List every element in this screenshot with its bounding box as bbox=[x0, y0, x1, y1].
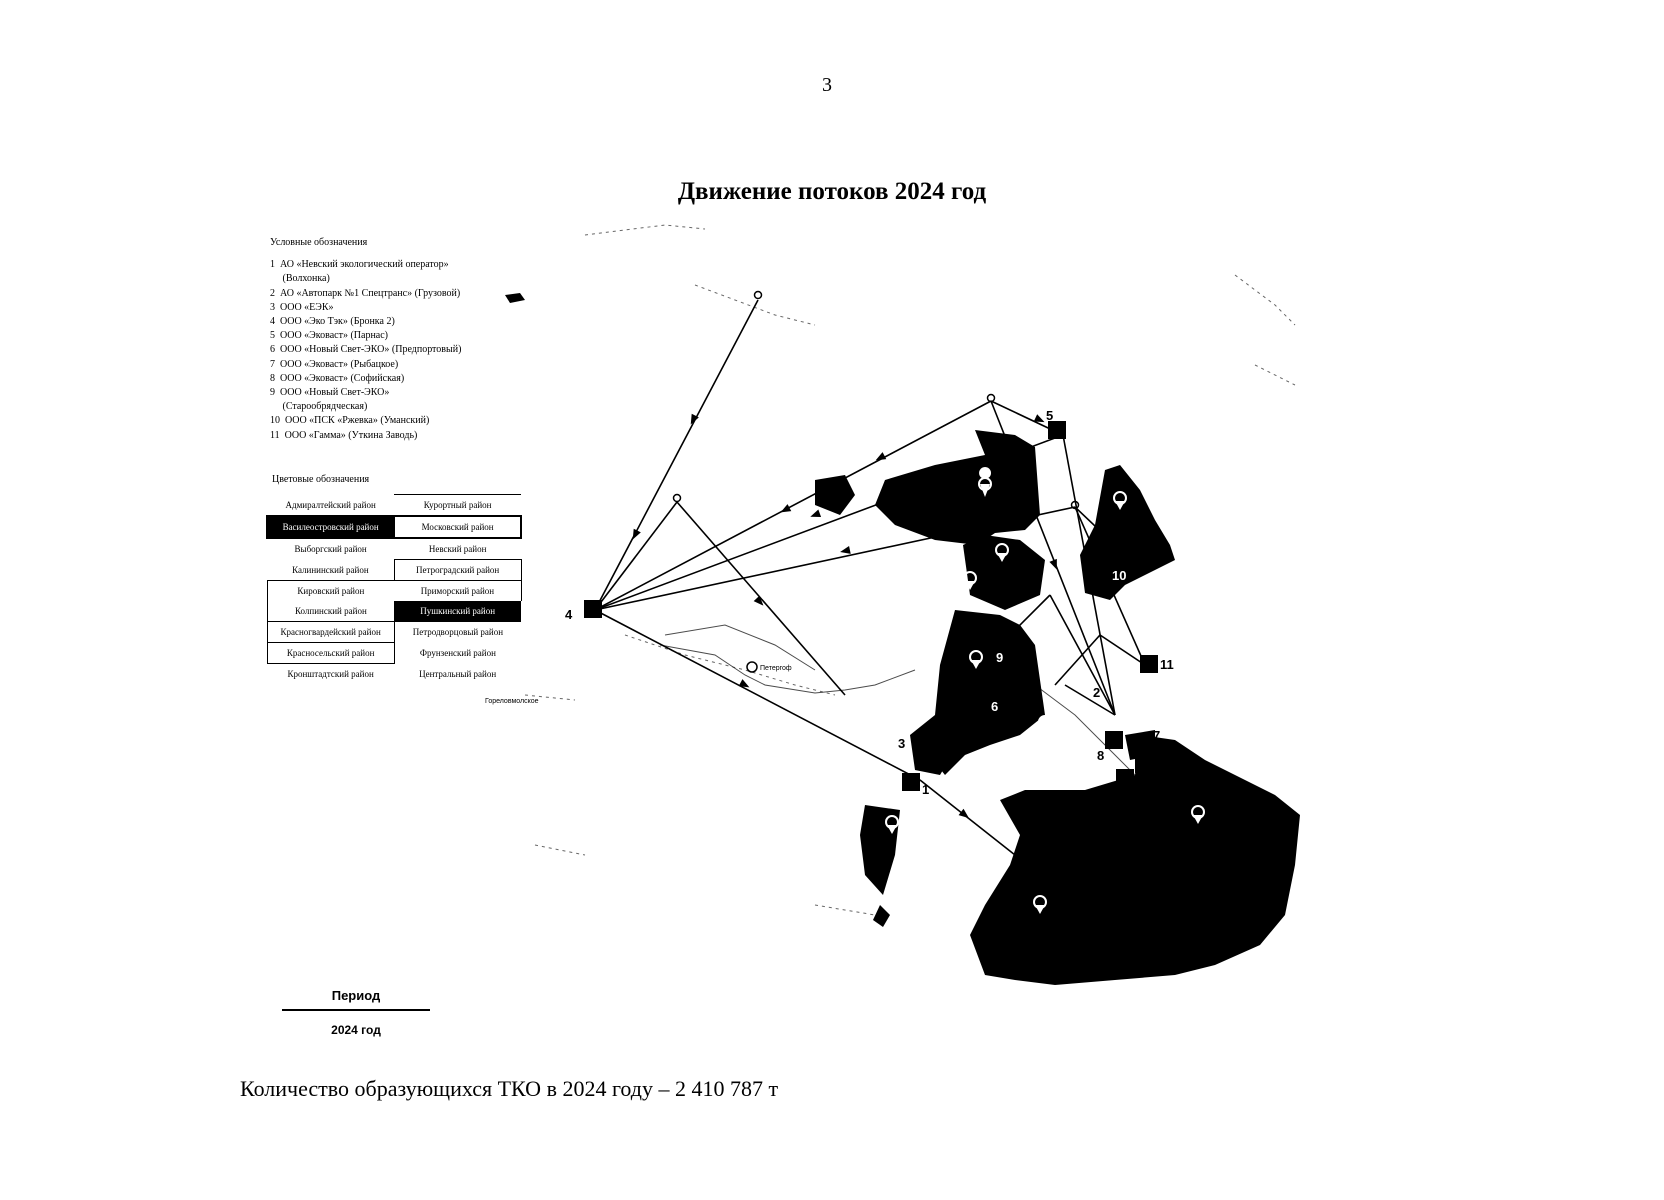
legend-item: 7 ООО «Эковаст» (Рыбацкое) bbox=[270, 358, 399, 370]
footer-text: Количество образующихся ТКО в 2024 году – 2 410 787 т bbox=[240, 1076, 779, 1101]
district-cell: Пушкинский район bbox=[394, 601, 521, 622]
place-label: Петергоф bbox=[760, 665, 792, 672]
legend-item: 1 АО «Невский экологический оператор» bbox=[270, 259, 449, 271]
table-row bbox=[267, 581, 521, 602]
color-legend-header: Цветовые обозначения bbox=[272, 474, 370, 485]
district-cell: Фрунзенский район bbox=[419, 648, 496, 658]
district-area bbox=[815, 475, 855, 515]
facility-label: 8 bbox=[1097, 748, 1105, 763]
district-cell: Кировский район bbox=[267, 581, 394, 602]
flow-map bbox=[485, 215, 1395, 1050]
district-area bbox=[1080, 465, 1175, 600]
district-cell: Выборгский район bbox=[294, 544, 367, 555]
district-cell: Красносельский район bbox=[267, 643, 394, 664]
facility-label: 2 bbox=[1093, 685, 1101, 700]
facility-label: 4 bbox=[565, 607, 573, 622]
facility-label: 5 bbox=[1046, 408, 1054, 423]
arrowhead bbox=[629, 529, 641, 542]
legend-item: 10 ООО «ПСК «Ржевка» (Уманский) bbox=[270, 415, 430, 427]
district-cell: Приморский район bbox=[394, 581, 521, 602]
table-row bbox=[267, 664, 521, 685]
facility-icon bbox=[1135, 755, 1153, 773]
legend-item: 8 ООО «Эковаст» (Софийская) bbox=[270, 372, 405, 384]
legend-item: 6 ООО «Новый Свет-ЭКО» (Предпортовый) bbox=[270, 344, 462, 356]
legend-item: 2 АО «Автопарк №1 Спецтранс» (Грузовой) bbox=[270, 287, 461, 299]
legend bbox=[270, 236, 520, 443]
district-area bbox=[860, 805, 900, 895]
facility-icon bbox=[1105, 545, 1123, 563]
page-title: Движение потоков 2024 год bbox=[677, 178, 987, 205]
district-cell: Курортный район bbox=[394, 495, 521, 517]
district-cell: Колпинский район bbox=[267, 601, 394, 622]
district-cell: Петродворцовый район bbox=[412, 627, 504, 637]
district-cell: Красногвардейский район bbox=[267, 622, 394, 643]
table-row bbox=[267, 643, 521, 664]
district-area bbox=[963, 535, 1045, 610]
legend-item: (Волхонка) bbox=[270, 273, 330, 285]
legend-item: (Старообрядческая) bbox=[270, 401, 368, 413]
facility-label: 6 bbox=[991, 699, 999, 714]
period-value: 2024 год bbox=[331, 1023, 381, 1037]
facility-icon bbox=[902, 773, 920, 791]
arrowhead bbox=[839, 546, 850, 556]
facility-icon bbox=[1140, 655, 1158, 673]
map-pin-icon bbox=[674, 495, 681, 502]
facility-icon bbox=[1116, 769, 1134, 787]
district-cell: Московский район bbox=[394, 516, 521, 538]
district-cell: Невский район bbox=[428, 544, 487, 554]
map-pin-icon bbox=[1039, 716, 1051, 734]
flow-arrows bbox=[595, 300, 1145, 855]
facility-label: 11 bbox=[1160, 657, 1174, 672]
flow-line bbox=[595, 610, 920, 780]
facility-icon bbox=[1105, 731, 1123, 749]
district-polygons bbox=[815, 430, 1300, 985]
facility-label: 7 bbox=[1153, 728, 1161, 743]
facility-labels bbox=[565, 408, 1174, 797]
arrowhead bbox=[779, 504, 792, 516]
place-label: Гореловмолское bbox=[485, 698, 539, 705]
facility-label: 3 bbox=[898, 736, 906, 751]
table-row bbox=[267, 622, 521, 643]
table-row bbox=[267, 516, 521, 538]
district-cell: Центральный район bbox=[419, 668, 497, 679]
map-pin-icon bbox=[747, 662, 757, 672]
map-pin-icon bbox=[988, 395, 995, 402]
table-row bbox=[267, 538, 521, 560]
district-cell: Кронштадтский район bbox=[287, 669, 374, 679]
flow-line bbox=[595, 300, 758, 610]
district-cell: Петроградский район bbox=[394, 560, 521, 581]
facility-icon bbox=[584, 600, 602, 618]
period-block bbox=[282, 988, 430, 1037]
table-row bbox=[267, 495, 521, 517]
legend-item: 5 ООО «Эковаст» (Парнас) bbox=[270, 330, 389, 342]
facility-label: 1 bbox=[922, 782, 930, 797]
district-area bbox=[875, 430, 1040, 545]
color-legend-table bbox=[266, 494, 522, 684]
legend-item: 3 ООО «ЕЭК» bbox=[270, 301, 334, 313]
facility-label: 10 bbox=[1112, 568, 1127, 583]
district-cell: Адмиралтейский район bbox=[285, 499, 376, 510]
page-number: 3 bbox=[822, 74, 832, 96]
arrowhead bbox=[1049, 559, 1060, 571]
district-area bbox=[873, 905, 890, 927]
roads bbox=[660, 625, 1135, 775]
map-pin-icon bbox=[755, 292, 762, 299]
period-label: Период bbox=[282, 988, 430, 1011]
legend-header: Условные обозначения bbox=[270, 237, 368, 248]
legend-item: 4 ООО «Эко Тэк» (Бронка 2) bbox=[270, 316, 395, 328]
district-cell: Калининский район bbox=[292, 564, 369, 575]
legend-item: 11 ООО «Гамма» (Уткина Заводь) bbox=[270, 429, 418, 441]
table-row bbox=[267, 601, 521, 622]
district-cell: Василеостровский район bbox=[267, 516, 394, 538]
legend-item: 9 ООО «Новый Свет-ЭКО» bbox=[270, 387, 390, 399]
arrowhead bbox=[809, 510, 821, 521]
facility-label: 9 bbox=[996, 650, 1004, 665]
facility-icon bbox=[1048, 421, 1066, 439]
table-row bbox=[267, 560, 521, 581]
flow-line bbox=[595, 502, 677, 610]
